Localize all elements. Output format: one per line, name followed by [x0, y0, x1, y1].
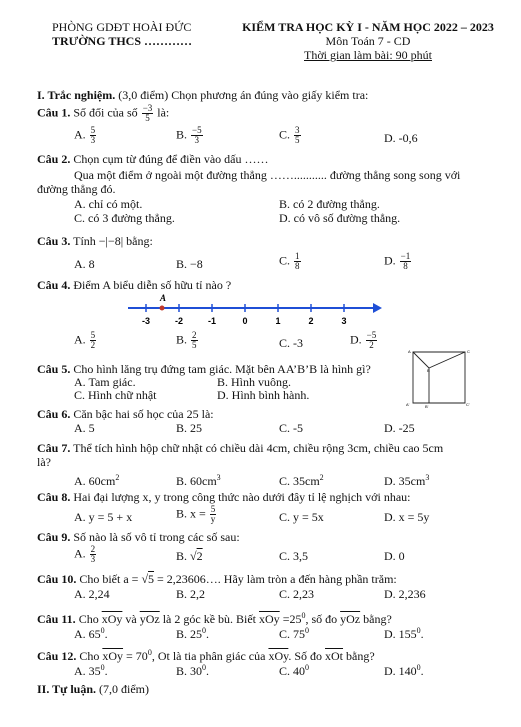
point-a-marker: [160, 306, 165, 311]
tick-label: 1: [275, 316, 281, 326]
section-1-title: I. Trắc nghiệm. (3,0 điểm) Chọn phương án đúng vào giấy kiểm tra:: [37, 88, 369, 102]
question-7: Câu 7. Thể tích hình hộp chữ nhật có chiều dài 4cm, chiều rộng 3cm, chiều cao 5cm: [37, 441, 444, 455]
q11-option-b: B. $25^0$.: [176, 626, 210, 641]
q8-option-c: C. y = 5x: [279, 510, 324, 524]
q8-option-a: A. y = 5 + x: [74, 510, 133, 524]
q11-option-d: D. $155^0$.: [384, 626, 424, 641]
question-11: Câu 11. Cho $\overline{xOy}$ và $\overline{yOz}$ là 2 góc kề bù. Biết $\overline{xOy} =25^0$, số đo $\overline{yOz}$ bằng?: [37, 611, 392, 626]
q4-option-d: D. $\frac{-5}{2}$: [350, 330, 377, 350]
tick-label: -3: [141, 316, 151, 326]
q10-option-c: C. 2,23: [279, 587, 315, 601]
svg-text:C': C': [466, 402, 470, 407]
q11-option-a: A. $65^0$.: [74, 626, 108, 641]
q9-option-b: B. √2: [176, 549, 203, 563]
q11-option-c: C. $75^0$: [279, 626, 310, 641]
q8-option-d: D. x = 5y: [384, 510, 430, 524]
q1-stem-fraction: $\frac{-3}{5}$: [142, 103, 153, 123]
q12-option-c: C. $40^0$: [279, 663, 310, 678]
tick-label: 3: [341, 316, 347, 326]
question-9: Câu 9. Số nào là số vô tỉ trong các số sau:: [37, 530, 240, 544]
q5-option-a: A. Tam giác.: [74, 375, 136, 389]
question-1: Câu 1. Số đối của số $\frac{-3}{5}$ là:: [37, 103, 170, 123]
q7-option-a: A. $60cm^2$: [74, 473, 120, 488]
svg-text:A: A: [408, 349, 411, 354]
question-2: Câu 2. Chọn cụm từ đúng để điền vào dấu ……: [37, 152, 269, 166]
q6-option-b: B. 25: [176, 421, 203, 435]
q3-option-d: D. $\frac{-1}{8}$: [384, 251, 411, 271]
q2-option-a: A. chỉ có một.: [74, 197, 143, 211]
q9-option-d: D. 0: [384, 549, 405, 563]
q10-option-b: B. 2,2: [176, 587, 206, 601]
tick-label: -1: [207, 316, 217, 326]
q12-option-d: D. $140^0$.: [384, 663, 424, 678]
q1-option-c: C. $\frac{3}{5}$: [279, 125, 300, 145]
question-3: Câu 3. Tính −|−8| bằng:: [37, 234, 153, 248]
question-12: Câu 12. Cho $\overline{xOy} = 70^0$, Ot là tia phân giác của $\overline{xOy}$. Số đo $\overline{xOt}$ bằng?: [37, 648, 375, 663]
q4-option-a: A. $\frac{5}{2}$: [74, 330, 96, 350]
question-10: Câu 10. Cho biết a = √5 = 2,23606…. Hãy làm tròn a đến hàng phần trăm:: [37, 572, 397, 586]
header-left: [52, 20, 222, 48]
svg-text:B: B: [427, 368, 430, 373]
q5-option-d: D. Hình bình hành.: [217, 388, 310, 402]
question-5: Câu 5. Cho hình lăng trụ đứng tam giác. Mặt bên AA’B’B là hình gì?: [37, 362, 371, 376]
q7-option-c: C. $35cm^2$: [279, 473, 324, 488]
q2-option-c: C. có 3 đường thẳng.: [74, 211, 175, 225]
q2-option-d: D. có vô số đường thẳng.: [279, 211, 401, 225]
q10-option-a: A. 2,24: [74, 587, 110, 601]
svg-text:C: C: [467, 349, 470, 354]
q6-option-a: A. 5: [74, 421, 95, 435]
header-right: [228, 20, 508, 62]
duration: Thời gian làm bài: 90 phút: [304, 48, 432, 62]
q7-option-b: B. $60cm^3$: [176, 473, 221, 488]
tick-label: 0: [242, 316, 248, 326]
question-6: Câu 6. Căn bậc hai số học của 25 là:: [37, 407, 214, 421]
q3-option-c: C. $\frac{1}{8}$: [279, 251, 300, 271]
q2-line-2: Qua một điểm ở ngoài một đường thẳng ……........... đường thẳng song song với: [74, 168, 461, 182]
svg-text:A': A': [406, 402, 410, 407]
q2-line-3: đường thẳng đó.: [37, 182, 116, 196]
question-8: Câu 8. Hai đại lượng x, y trong công thức nào dưới đây tỉ lệ nghịch với nhau:: [37, 490, 411, 504]
q12-option-b: B. $30^0$.: [176, 663, 210, 678]
q2-option-b: B. có 2 đường thẳng.: [279, 197, 380, 211]
q12-option-a: A. $35^0$.: [74, 663, 108, 678]
q6-option-d: D. -25: [384, 421, 415, 435]
subject: Môn Toán 7 - CD: [325, 34, 411, 48]
point-a-label: A: [160, 293, 167, 303]
q1-option-a: A. $\frac{5}{3}$: [74, 125, 96, 145]
q4-option-c: C. -3: [279, 336, 303, 350]
q3-option-a: A. 8: [74, 257, 95, 271]
question-4: Câu 4. Điểm A biểu diễn số hữu tỉ nào ?: [37, 278, 232, 292]
exam-title: KIỂM TRA HỌC KỲ I - NĂM HỌC 2022 – 2023: [242, 20, 494, 34]
q9-option-a: A. $\frac{2}{3}$: [74, 544, 96, 564]
tick-label: -2: [174, 316, 184, 326]
section-2-title: II. Tự luận. (7,0 điểm): [37, 682, 150, 696]
prism-figure: [405, 348, 475, 410]
q10-option-d: D. 2,236: [384, 587, 426, 601]
q1-option-d: D. -0,6: [384, 131, 418, 145]
number-line: [120, 292, 390, 332]
q6-option-c: C. -5: [279, 421, 303, 435]
q8-option-b: B. x = $\frac{5}{y}$: [176, 504, 216, 524]
q1-option-b: B. $\frac{-5}{3}$: [176, 125, 202, 145]
q7-line-2: là?: [37, 455, 51, 469]
tick-label: 2: [308, 316, 314, 326]
svg-text:B': B': [425, 404, 429, 409]
q7-option-d: D. $35cm^3$: [384, 473, 430, 488]
school-name: TRƯỜNG THCS …………: [52, 34, 193, 48]
q9-option-c: C. 3,5: [279, 549, 309, 563]
q5-option-c: C. Hình chữ nhật: [74, 388, 157, 402]
q5-option-b: B. Hình vuông.: [217, 375, 292, 389]
q4-option-b: B. $\frac{2}{5}$: [176, 330, 197, 350]
q3-option-b: B. −8: [176, 257, 203, 271]
department-name: PHÒNG GDĐT HOÀI ĐỨC: [52, 20, 192, 34]
